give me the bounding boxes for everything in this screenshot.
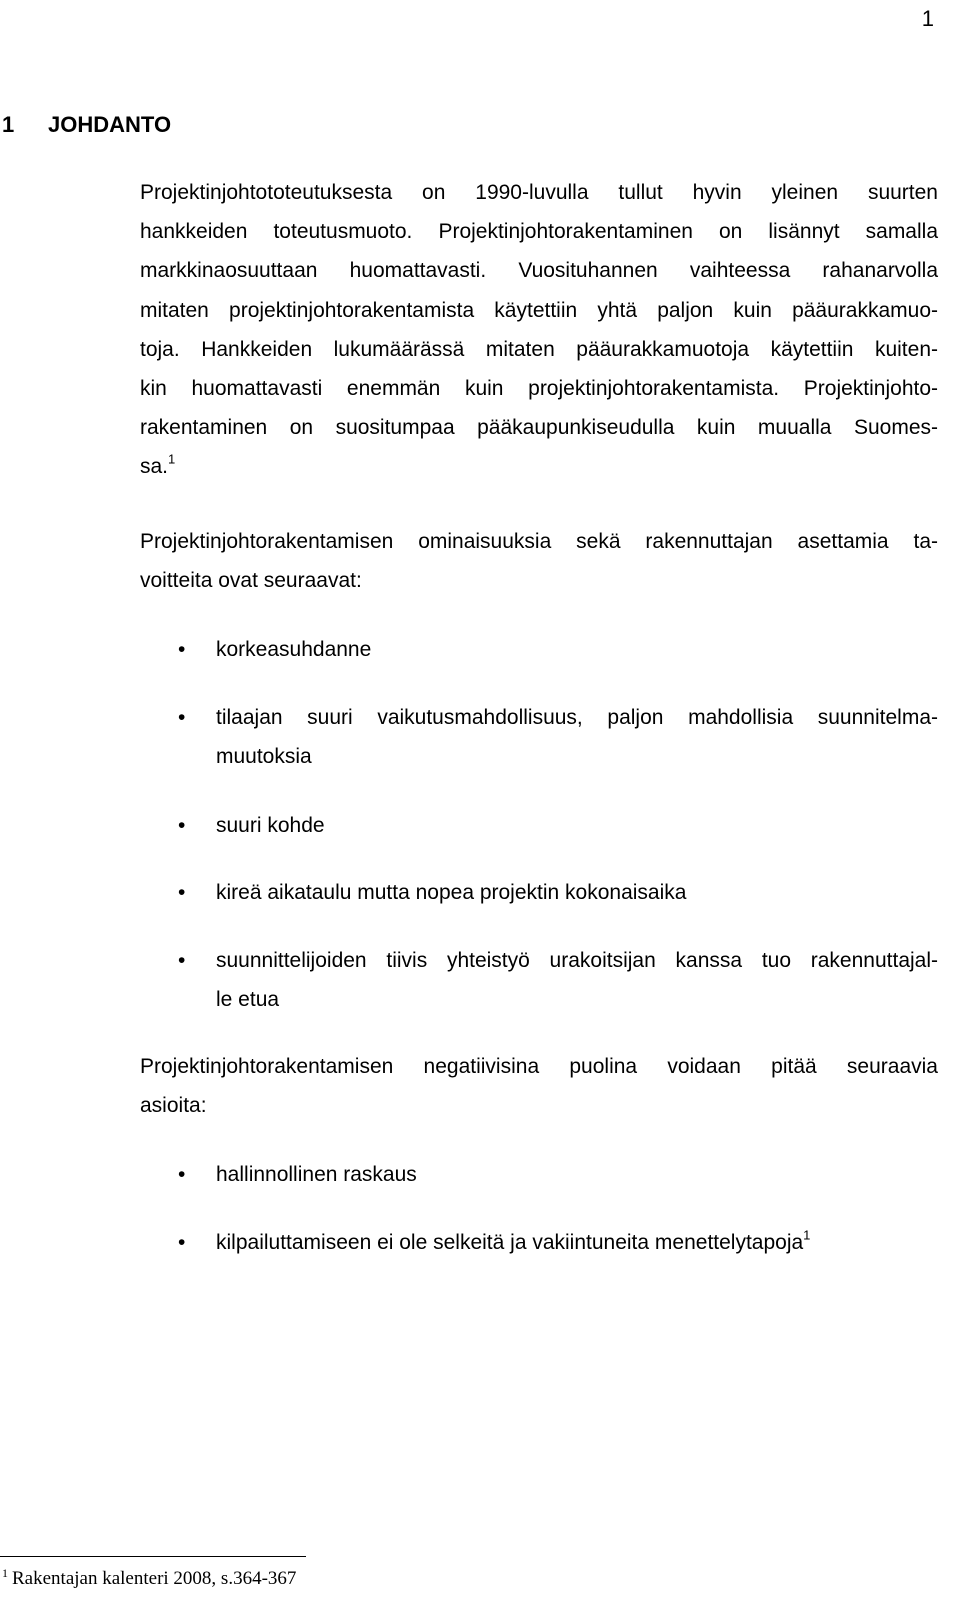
list-item-line: muutoksia xyxy=(216,745,312,769)
paragraph-line: voitteita ovat seuraavat: xyxy=(140,569,362,593)
paragraph-line: Projektinjohtorakentamisen negatiivisina puolina voidaan pitää seuraavia xyxy=(140,1055,938,1078)
list-item xyxy=(140,941,938,1019)
list-item xyxy=(140,1155,938,1194)
chapter-title: JOHDANTO xyxy=(48,112,172,137)
list-item-line: kireä aikataulu mutta nopea projektin kokonaisaika xyxy=(216,881,687,904)
paragraph-features xyxy=(140,522,938,600)
footnote-reference: 1 xyxy=(803,1227,811,1243)
footnote-text: Rakentajan kalenteri 2008, s.364-367 xyxy=(12,1568,297,1589)
footnote-reference: 1 xyxy=(168,451,176,467)
bullet-icon: • xyxy=(178,638,186,661)
paragraph-line: asioita: xyxy=(140,1094,207,1118)
bullet-icon: • xyxy=(178,814,186,837)
paragraph-line: markkinaosuuttaan huomattavasti. Vuosituhannen vaihteessa rahanarvolla xyxy=(140,259,938,283)
list-item-line: le etua xyxy=(216,988,280,1012)
list-item-line: hallinnollinen raskaus xyxy=(216,1163,417,1186)
list-item xyxy=(140,1223,938,1262)
list-item-text xyxy=(216,1155,938,1194)
paragraph-line: toja. Hankkeiden lukumäärässä mitaten pääurakkamuotoja käytettiin kuiten- xyxy=(140,337,938,361)
list-item-text xyxy=(216,630,938,669)
chapter-number: 1 xyxy=(2,112,15,137)
footnote-separator xyxy=(0,1556,306,1557)
list-item-text xyxy=(216,873,938,912)
paragraph-line xyxy=(140,447,938,486)
paragraph-line: rakentaminen on suositumpaa pääkaupunkiseudulla kuin muualla Suomes- xyxy=(140,416,938,440)
list-item-line: suuri kohde xyxy=(216,814,325,837)
list-item xyxy=(140,806,938,845)
list-item-line: tilaajan suuri vaikutusmahdollisuus, paljon mahdollisia suunnitelma- xyxy=(216,706,938,729)
list-item-text xyxy=(216,806,938,845)
list-item xyxy=(140,630,938,669)
bullet-icon: • xyxy=(178,881,186,904)
footnote-number: 1 xyxy=(2,1565,8,1580)
paragraph-intro xyxy=(140,173,938,487)
paragraph-line: hankkeiden toteutusmuoto. Projektinjohtorakentaminen on lisännyt samalla xyxy=(140,220,938,244)
bullet-icon: • xyxy=(178,949,186,972)
footnote xyxy=(2,1565,297,1590)
paragraph-last-text: sa. xyxy=(140,455,169,479)
list-item xyxy=(140,698,938,776)
list-item xyxy=(140,873,938,912)
paragraph-line: kin huomattavasti enemmän kuin projektinjohtorakentamista. Projektinjohto- xyxy=(140,377,938,401)
bullet-icon: • xyxy=(178,1163,186,1186)
paragraph-line: mitaten projektinjohtorakentamista käytettiin yhtä paljon kuin pääurakkamuo- xyxy=(140,298,938,322)
paragraph-negatives xyxy=(140,1047,938,1125)
list-item-line-text: kilpailuttamiseen ei ole selkeitä ja vakiintuneita menettelytapoja xyxy=(216,1231,804,1254)
list-item-line xyxy=(216,1223,938,1262)
paragraph-line: Projektinjohtorakentamisen ominaisuuksia sekä rakennuttajan asettamia ta- xyxy=(140,530,938,553)
list-item-line: korkeasuhdanne xyxy=(216,638,372,661)
page-number: 1 xyxy=(921,6,934,31)
chapter-heading xyxy=(2,112,171,138)
bullet-icon: • xyxy=(178,1231,186,1254)
list-item-text xyxy=(216,941,938,1019)
list-item-line: suunnittelijoiden tiivis yhteistyö urakoitsijan kanssa tuo rakennuttajal- xyxy=(216,949,938,972)
paragraph-line: Projektinjohtototeutuksesta on 1990-luvulla tullut hyvin yleinen suurten xyxy=(140,181,938,204)
list-item-text xyxy=(216,1223,938,1262)
list-item-text xyxy=(216,698,938,776)
bullet-icon: • xyxy=(178,706,186,729)
